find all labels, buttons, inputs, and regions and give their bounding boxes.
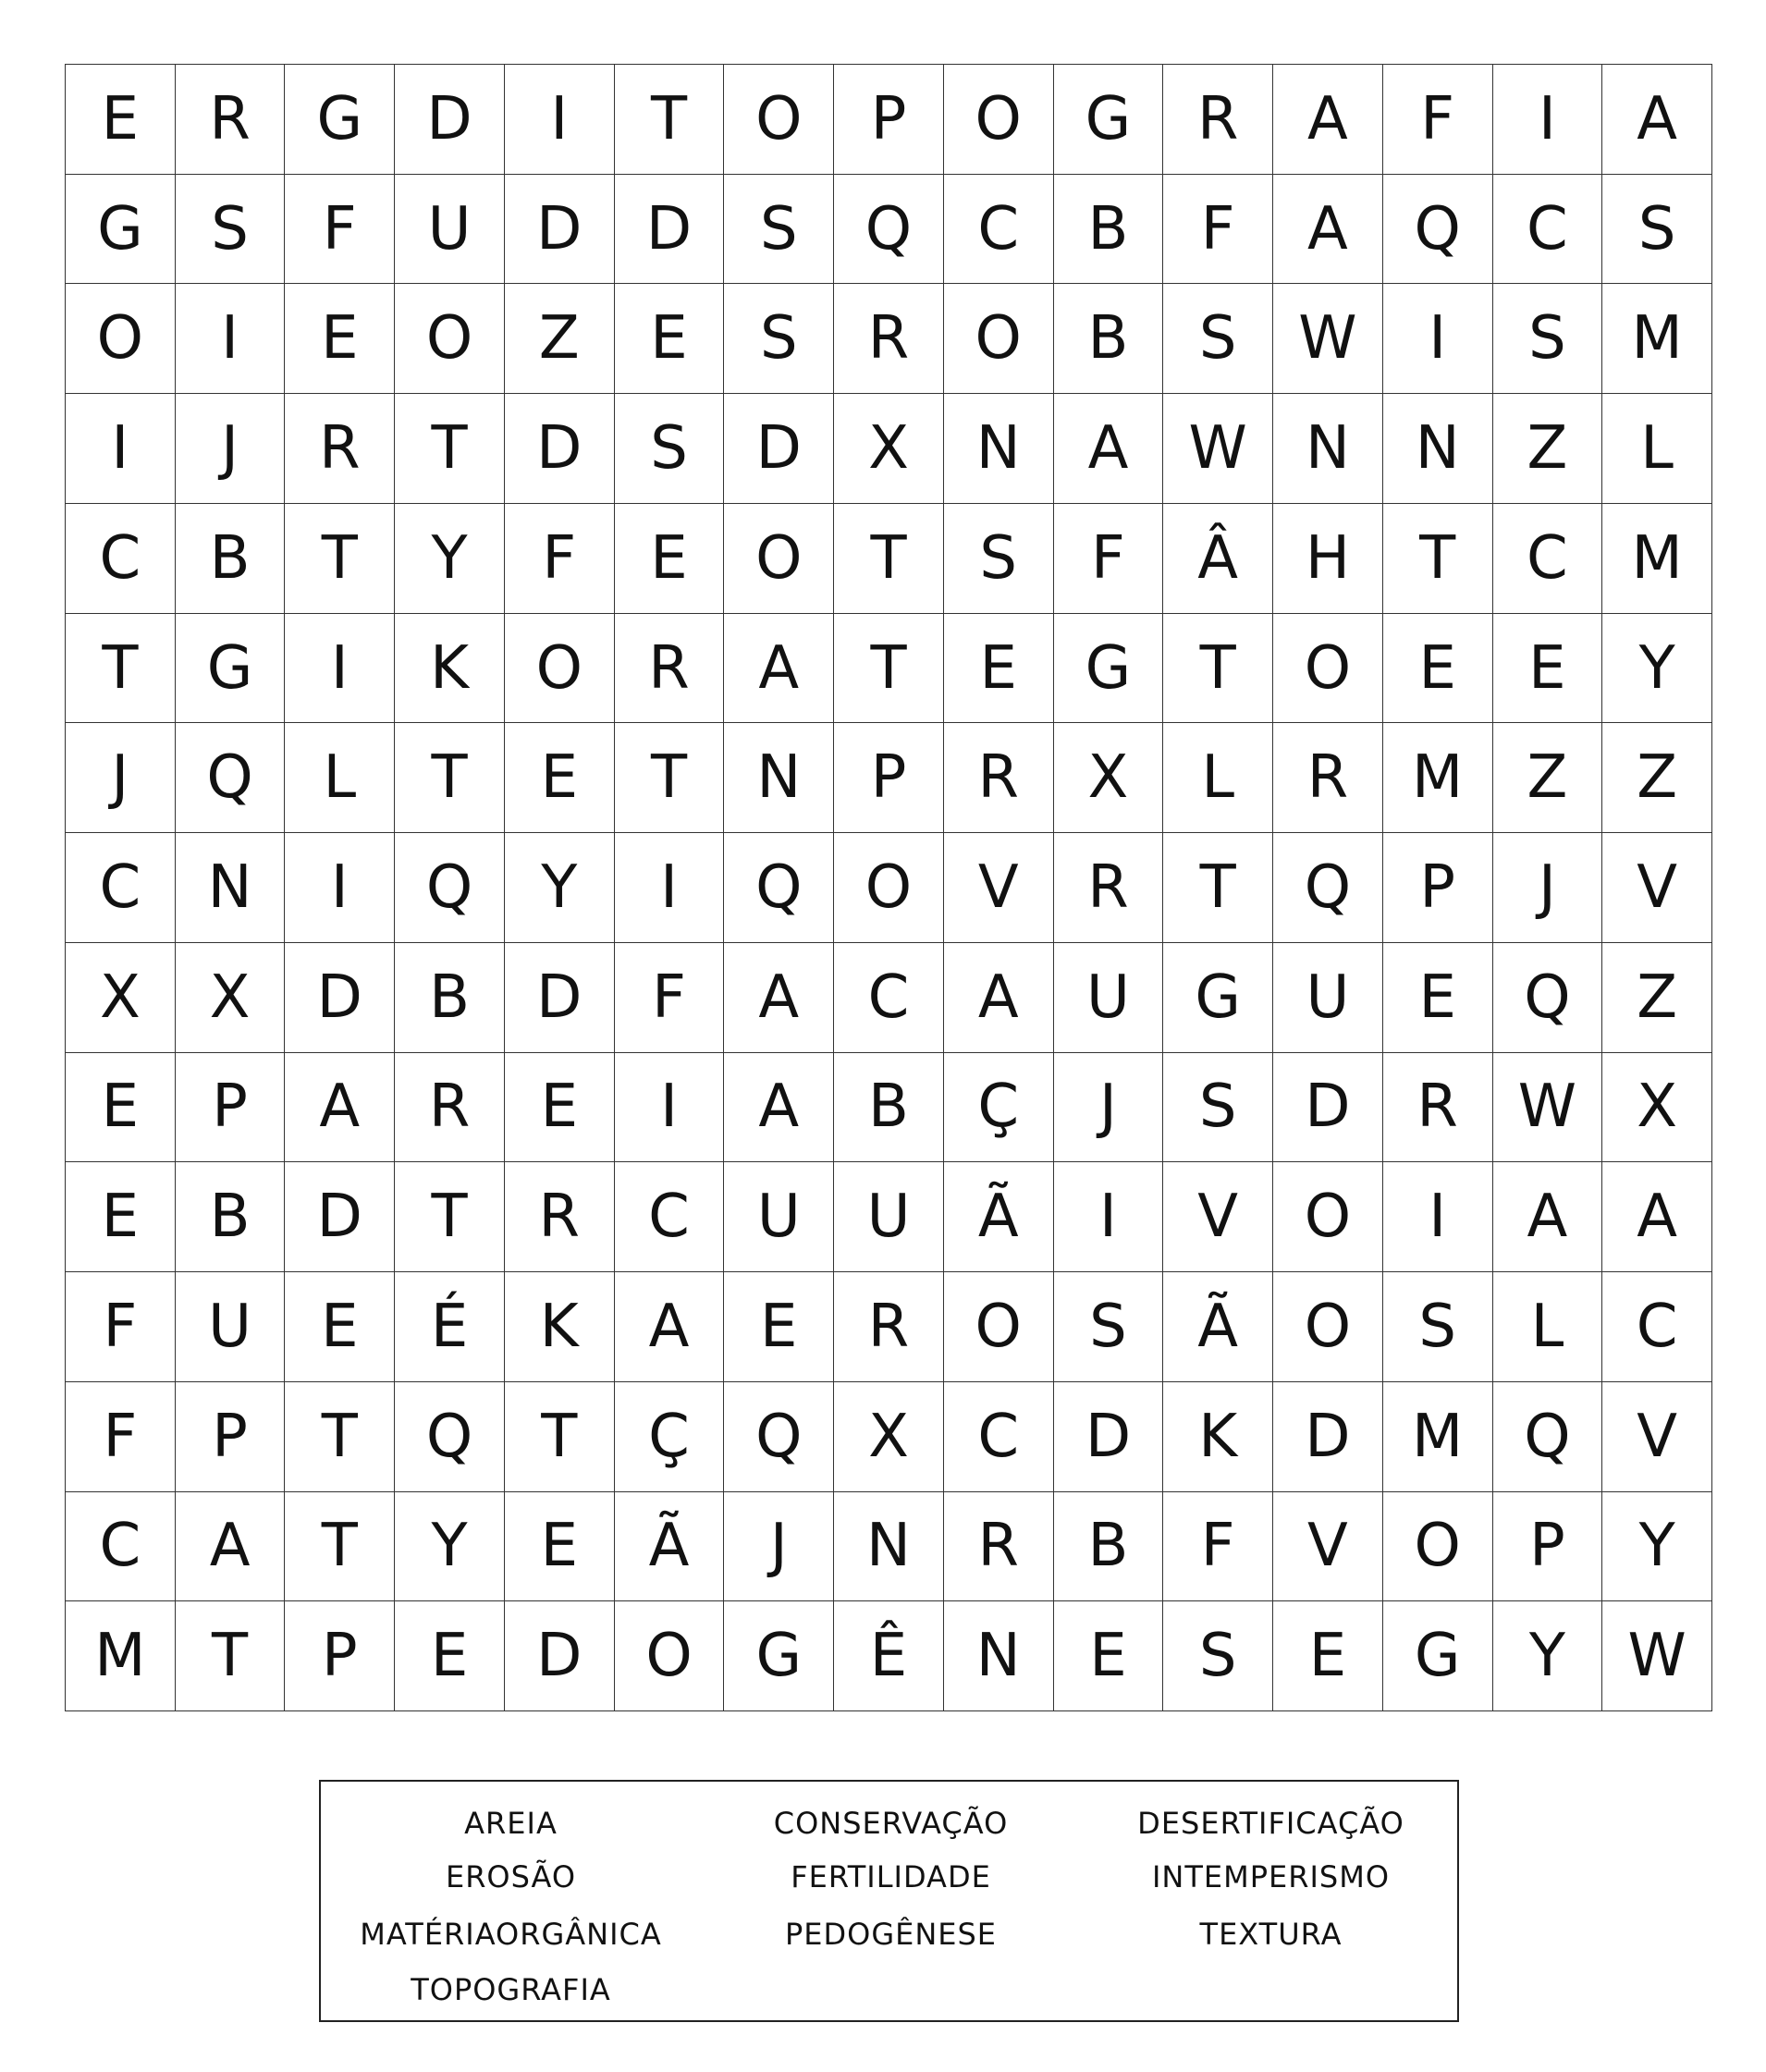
grid-cell[interactable]: L xyxy=(1163,723,1273,833)
grid-cell[interactable]: S xyxy=(1383,1272,1493,1382)
grid-cell[interactable]: R xyxy=(1273,723,1383,833)
letter-grid xyxy=(65,64,1712,1711)
grid-cell[interactable]: X xyxy=(1602,1053,1712,1163)
grid-cell[interactable]: L xyxy=(1493,1272,1603,1382)
grid-cell[interactable]: E xyxy=(505,1492,615,1602)
grid-cell[interactable]: O xyxy=(724,65,834,175)
grid-cell[interactable]: W xyxy=(1273,284,1383,394)
grid-cell[interactable]: R xyxy=(1054,833,1164,943)
grid-cell[interactable]: F xyxy=(1383,65,1493,175)
grid-cell[interactable]: W xyxy=(1602,1601,1712,1711)
grid-cell[interactable]: T xyxy=(1163,614,1273,724)
grid-cell[interactable]: D xyxy=(505,394,615,504)
grid-cell[interactable]: E xyxy=(615,504,725,614)
grid-cell[interactable]: G xyxy=(1054,614,1164,724)
grid-cell[interactable]: B xyxy=(1054,175,1164,285)
grid-cell[interactable]: E xyxy=(1383,614,1493,724)
grid-cell[interactable]: U xyxy=(1054,943,1164,1053)
grid-cell[interactable]: A xyxy=(1493,1162,1603,1272)
grid-cell[interactable]: G xyxy=(724,1601,834,1711)
grid-cell[interactable]: F xyxy=(1163,175,1273,285)
grid-cell[interactable]: P xyxy=(285,1601,395,1711)
grid-cell[interactable]: G xyxy=(176,614,286,724)
grid-cell[interactable]: J xyxy=(1493,833,1603,943)
grid-cell[interactable]: Y xyxy=(1493,1601,1603,1711)
word-list-box xyxy=(319,1780,1459,2022)
grid-cell[interactable]: Q xyxy=(176,723,286,833)
grid-cell[interactable]: T xyxy=(1163,833,1273,943)
grid-cell[interactable]: P xyxy=(176,1382,286,1492)
grid-cell[interactable]: E xyxy=(505,1053,615,1163)
grid-cell[interactable]: O xyxy=(944,1272,1054,1382)
grid-cell[interactable]: B xyxy=(834,1053,944,1163)
grid-cell[interactable]: I xyxy=(1383,1162,1493,1272)
grid-cell[interactable]: C xyxy=(1493,175,1603,285)
grid-cell[interactable]: G xyxy=(1383,1601,1493,1711)
grid-cell[interactable]: K xyxy=(505,1272,615,1382)
grid-cell[interactable]: K xyxy=(1163,1382,1273,1492)
grid-cell[interactable]: B xyxy=(395,943,505,1053)
grid-cell[interactable]: R xyxy=(395,1053,505,1163)
grid-cell[interactable]: Q xyxy=(1493,943,1603,1053)
word-list-item: EROSÃO xyxy=(445,1859,577,1894)
grid-cell[interactable]: N xyxy=(724,723,834,833)
grid-cell[interactable]: A xyxy=(1602,65,1712,175)
grid-cell[interactable]: D xyxy=(1273,1382,1383,1492)
grid-cell[interactable]: Y xyxy=(505,833,615,943)
grid-cell[interactable]: G xyxy=(1054,65,1164,175)
grid-cell[interactable]: S xyxy=(724,175,834,285)
grid-cell[interactable]: X xyxy=(1054,723,1164,833)
grid-cell[interactable]: V xyxy=(1602,1382,1712,1492)
grid-cell[interactable]: E xyxy=(1383,943,1493,1053)
grid-cell[interactable]: T xyxy=(176,1601,286,1711)
word-list-item: INTEMPERISMO xyxy=(1151,1859,1391,1894)
grid-cell[interactable]: Y xyxy=(1602,614,1712,724)
grid-cell[interactable]: R xyxy=(285,394,395,504)
grid-cell[interactable]: P xyxy=(1383,833,1493,943)
grid-cell[interactable]: K xyxy=(395,614,505,724)
word-list-item: PEDOGÊNESE xyxy=(784,1917,998,1952)
grid-cell[interactable]: U xyxy=(176,1272,286,1382)
grid-cell[interactable]: A xyxy=(724,614,834,724)
grid-cell[interactable]: Z xyxy=(1493,723,1603,833)
grid-cell[interactable]: N xyxy=(834,1492,944,1602)
grid-cell[interactable]: E xyxy=(395,1601,505,1711)
grid-cell[interactable]: O xyxy=(66,284,176,394)
grid-cell[interactable]: T xyxy=(395,1162,505,1272)
grid-cell[interactable]: E xyxy=(1273,1601,1383,1711)
grid-cell[interactable]: É xyxy=(395,1272,505,1382)
grid-cell[interactable]: R xyxy=(176,65,286,175)
grid-cell[interactable]: L xyxy=(285,723,395,833)
grid-cell[interactable]: D xyxy=(615,175,725,285)
grid-cell[interactable]: T xyxy=(66,614,176,724)
grid-cell[interactable]: E xyxy=(66,1162,176,1272)
grid-cell[interactable]: E xyxy=(66,65,176,175)
grid-cell[interactable]: Ã xyxy=(944,1162,1054,1272)
grid-cell[interactable]: T xyxy=(285,1492,395,1602)
grid-cell[interactable]: E xyxy=(944,614,1054,724)
grid-cell[interactable]: T xyxy=(395,394,505,504)
grid-cell[interactable]: D xyxy=(505,175,615,285)
grid-cell[interactable]: R xyxy=(944,1492,1054,1602)
grid-cell[interactable]: E xyxy=(285,284,395,394)
grid-cell[interactable]: S xyxy=(1163,284,1273,394)
grid-cell[interactable]: X xyxy=(176,943,286,1053)
grid-cell[interactable]: H xyxy=(1273,504,1383,614)
grid-cell[interactable]: J xyxy=(66,723,176,833)
grid-cell[interactable]: S xyxy=(1493,284,1603,394)
grid-cell[interactable]: F xyxy=(66,1272,176,1382)
grid-cell[interactable]: A xyxy=(724,943,834,1053)
grid-cell[interactable]: M xyxy=(1383,1382,1493,1492)
grid-cell[interactable]: T xyxy=(395,723,505,833)
grid-cell[interactable]: E xyxy=(724,1272,834,1382)
grid-cell[interactable]: D xyxy=(1273,1053,1383,1163)
grid-cell[interactable]: X xyxy=(834,1382,944,1492)
grid-cell[interactable]: Q xyxy=(724,833,834,943)
grid-cell[interactable]: U xyxy=(834,1162,944,1272)
grid-cell[interactable]: Q xyxy=(395,833,505,943)
grid-cell[interactable]: A xyxy=(615,1272,725,1382)
grid-cell[interactable]: B xyxy=(1054,284,1164,394)
grid-cell[interactable]: C xyxy=(615,1162,725,1272)
grid-cell[interactable]: A xyxy=(1602,1162,1712,1272)
grid-cell[interactable]: E xyxy=(285,1272,395,1382)
grid-cell[interactable]: Ã xyxy=(1163,1272,1273,1382)
grid-cell[interactable]: R xyxy=(1163,65,1273,175)
grid-cell[interactable]: A xyxy=(176,1492,286,1602)
grid-cell[interactable]: C xyxy=(66,504,176,614)
grid-cell[interactable]: I xyxy=(1383,284,1493,394)
grid-cell[interactable]: P xyxy=(834,723,944,833)
grid-cell[interactable]: A xyxy=(1054,394,1164,504)
grid-cell[interactable]: O xyxy=(1273,614,1383,724)
grid-cell[interactable]: I xyxy=(1493,65,1603,175)
grid-cell[interactable]: Y xyxy=(395,1492,505,1602)
grid-cell[interactable]: Q xyxy=(1383,175,1493,285)
word-list-item: MATÉRIAORGÂNICA xyxy=(360,1917,662,1952)
grid-cell[interactable]: O xyxy=(724,504,834,614)
grid-cell[interactable]: A xyxy=(1273,175,1383,285)
grid-cell[interactable]: U xyxy=(724,1162,834,1272)
grid-cell[interactable]: V xyxy=(1163,1162,1273,1272)
grid-cell[interactable]: D xyxy=(505,943,615,1053)
grid-cell[interactable]: T xyxy=(615,65,725,175)
grid-cell[interactable]: R xyxy=(834,284,944,394)
grid-cell[interactable]: I xyxy=(505,65,615,175)
grid-cell[interactable]: O xyxy=(834,833,944,943)
grid-cell[interactable]: J xyxy=(176,394,286,504)
grid-cell[interactable]: I xyxy=(1054,1162,1164,1272)
grid-cell[interactable]: I xyxy=(615,1053,725,1163)
grid-cell[interactable]: S xyxy=(1163,1601,1273,1711)
grid-cell[interactable]: N xyxy=(944,394,1054,504)
grid-cell[interactable]: C xyxy=(1602,1272,1712,1382)
grid-cell[interactable]: Ã xyxy=(615,1492,725,1602)
grid-cell[interactable]: Ç xyxy=(944,1053,1054,1163)
grid-cell[interactable]: T xyxy=(285,1382,395,1492)
grid-cell[interactable]: Q xyxy=(834,175,944,285)
grid-cell[interactable]: Â xyxy=(1163,504,1273,614)
grid-cell[interactable]: S xyxy=(1054,1272,1164,1382)
grid-cell[interactable]: S xyxy=(176,175,286,285)
grid-cell[interactable]: Q xyxy=(1273,833,1383,943)
grid-cell[interactable]: G xyxy=(1163,943,1273,1053)
grid-cell[interactable]: I xyxy=(285,614,395,724)
grid-cell[interactable]: B xyxy=(176,504,286,614)
grid-cell[interactable]: Z xyxy=(1602,943,1712,1053)
word-list-item: FERTILIDADE xyxy=(791,1859,991,1894)
grid-cell[interactable]: P xyxy=(1493,1492,1603,1602)
grid-cell[interactable]: J xyxy=(1054,1053,1164,1163)
grid-cell[interactable]: Y xyxy=(395,504,505,614)
grid-cell[interactable]: Z xyxy=(1493,394,1603,504)
grid-cell[interactable]: Q xyxy=(395,1382,505,1492)
grid-cell[interactable]: T xyxy=(834,504,944,614)
grid-cell[interactable]: N xyxy=(1273,394,1383,504)
grid-cell[interactable]: M xyxy=(1383,723,1493,833)
grid-cell[interactable]: S xyxy=(1163,1053,1273,1163)
grid-cell[interactable]: O xyxy=(1273,1162,1383,1272)
word-list-item: CONSERVAÇÃO xyxy=(773,1806,1009,1841)
grid-cell[interactable]: X xyxy=(66,943,176,1053)
grid-cell[interactable]: O xyxy=(615,1601,725,1711)
grid-cell[interactable]: E xyxy=(1493,614,1603,724)
grid-cell[interactable]: A xyxy=(944,943,1054,1053)
grid-cell[interactable]: F xyxy=(1163,1492,1273,1602)
grid-cell[interactable]: C xyxy=(834,943,944,1053)
grid-cell[interactable]: S xyxy=(724,284,834,394)
grid-cell[interactable]: N xyxy=(944,1601,1054,1711)
grid-cell[interactable]: D xyxy=(285,943,395,1053)
grid-cell[interactable]: G xyxy=(285,65,395,175)
grid-cell[interactable]: I xyxy=(66,394,176,504)
grid-cell[interactable]: S xyxy=(1602,175,1712,285)
grid-cell[interactable]: Z xyxy=(1602,723,1712,833)
word-list-item: TOPOGRAFIA xyxy=(411,1972,611,2007)
grid-cell[interactable]: V xyxy=(944,833,1054,943)
grid-cell[interactable]: Y xyxy=(1602,1492,1712,1602)
grid-cell[interactable]: T xyxy=(1383,504,1493,614)
grid-cell[interactable]: R xyxy=(615,614,725,724)
grid-cell[interactable]: N xyxy=(1383,394,1493,504)
grid-cell[interactable]: R xyxy=(1383,1053,1493,1163)
grid-cell[interactable]: T xyxy=(505,1382,615,1492)
grid-cell[interactable]: F xyxy=(285,175,395,285)
grid-cell[interactable]: M xyxy=(1602,504,1712,614)
grid-cell[interactable]: E xyxy=(1054,1601,1164,1711)
word-list-item: DESERTIFICAÇÃO xyxy=(1137,1806,1404,1841)
word-list-item: AREIA xyxy=(464,1806,558,1841)
grid-cell[interactable]: L xyxy=(1602,394,1712,504)
grid-cell[interactable]: C xyxy=(66,1492,176,1602)
grid-cell[interactable]: Ç xyxy=(615,1382,725,1492)
grid-cell[interactable]: A xyxy=(1273,65,1383,175)
grid-cell[interactable]: D xyxy=(505,1601,615,1711)
grid-cell[interactable]: V xyxy=(1273,1492,1383,1602)
grid-cell[interactable]: S xyxy=(615,394,725,504)
grid-cell[interactable]: W xyxy=(1163,394,1273,504)
grid-cell[interactable]: F xyxy=(505,504,615,614)
grid-cell[interactable]: D xyxy=(1054,1382,1164,1492)
grid-cell[interactable]: D xyxy=(285,1162,395,1272)
grid-cell[interactable]: O xyxy=(944,284,1054,394)
grid-cell[interactable]: Ê xyxy=(834,1601,944,1711)
grid-cell[interactable]: Q xyxy=(1493,1382,1603,1492)
grid-cell[interactable]: E xyxy=(505,723,615,833)
grid-cell[interactable]: A xyxy=(724,1053,834,1163)
grid-cell[interactable]: S xyxy=(944,504,1054,614)
grid-cell[interactable]: C xyxy=(944,175,1054,285)
word-list-item: TEXTURA xyxy=(1199,1917,1343,1952)
grid-cell[interactable]: I xyxy=(285,833,395,943)
grid-cell[interactable]: I xyxy=(615,833,725,943)
grid-cell[interactable]: F xyxy=(1054,504,1164,614)
grid-cell[interactable]: T xyxy=(285,504,395,614)
grid-cell[interactable]: O xyxy=(1273,1272,1383,1382)
grid-cell[interactable]: P xyxy=(176,1053,286,1163)
grid-cell[interactable]: W xyxy=(1493,1053,1603,1163)
grid-cell[interactable]: V xyxy=(1602,833,1712,943)
grid-cell[interactable]: M xyxy=(66,1601,176,1711)
grid-cell[interactable]: Q xyxy=(724,1382,834,1492)
grid-cell[interactable]: C xyxy=(66,833,176,943)
grid-cell[interactable]: B xyxy=(176,1162,286,1272)
grid-cell[interactable]: D xyxy=(724,394,834,504)
grid-cell[interactable]: O xyxy=(1383,1492,1493,1602)
grid-cell[interactable]: P xyxy=(834,65,944,175)
grid-cell[interactable]: T xyxy=(615,723,725,833)
grid-cell[interactable]: O xyxy=(505,614,615,724)
grid-cell[interactable]: R xyxy=(944,723,1054,833)
grid-cell[interactable]: U xyxy=(1273,943,1383,1053)
grid-cell[interactable]: B xyxy=(1054,1492,1164,1602)
grid-cell[interactable]: T xyxy=(834,614,944,724)
grid-cell[interactable]: R xyxy=(834,1272,944,1382)
grid-cell[interactable]: M xyxy=(1602,284,1712,394)
grid-cell[interactable]: A xyxy=(285,1053,395,1163)
grid-cell[interactable]: C xyxy=(1493,504,1603,614)
grid-cell[interactable]: Z xyxy=(505,284,615,394)
grid-cell[interactable]: F xyxy=(66,1382,176,1492)
grid-cell[interactable]: J xyxy=(724,1492,834,1602)
grid-cell[interactable]: C xyxy=(944,1382,1054,1492)
grid-cell[interactable]: U xyxy=(395,175,505,285)
grid-cell[interactable]: F xyxy=(615,943,725,1053)
grid-cell[interactable]: E xyxy=(66,1053,176,1163)
grid-cell[interactable]: G xyxy=(66,175,176,285)
grid-cell[interactable]: N xyxy=(176,833,286,943)
grid-cell[interactable]: O xyxy=(944,65,1054,175)
grid-cell[interactable]: E xyxy=(615,284,725,394)
grid-cell[interactable]: O xyxy=(395,284,505,394)
grid-cell[interactable]: I xyxy=(176,284,286,394)
grid-cell[interactable]: X xyxy=(834,394,944,504)
grid-cell[interactable]: R xyxy=(505,1162,615,1272)
grid-cell[interactable]: D xyxy=(395,65,505,175)
